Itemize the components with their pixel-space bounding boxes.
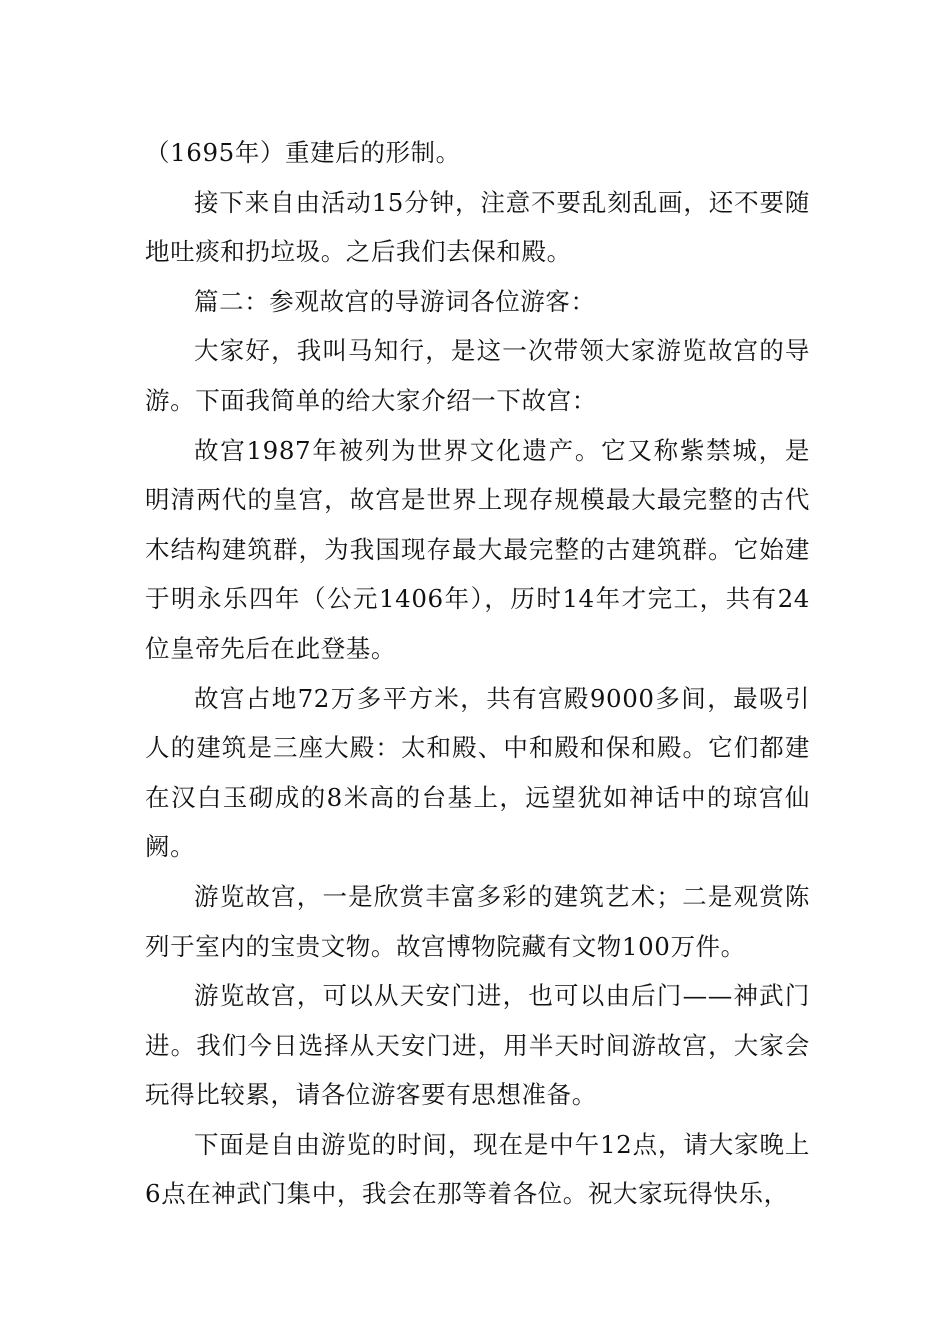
paragraph-entrance: 游览故宫，可以从天安门进，也可以由后门——神武门进。我们今日选择从天安门进，用半天时间游故宫，大家会玩得比较累，请各位游客要有思想准备。 bbox=[145, 981, 810, 1110]
document-body bbox=[145, 128, 810, 1219]
section-heading-part-two: 篇二：参观故宫的导游词各位游客： bbox=[194, 286, 596, 316]
paragraph-continuation: （1695年）重建后的形制。 bbox=[145, 138, 461, 167]
paragraph-free-time: 下面是自由游览的时间，现在是中午12点，请大家晚上6点在神武门集中，我会在那等着各位。祝大家玩得快乐， bbox=[145, 1129, 810, 1209]
paragraph-history: 故宫1987年被列为世界文化遗产。它又称紫禁城，是明清两代的皇宫，故宫是世界上现存规模最大最完整的古代木结构建筑群，为我国现存最大最完整的古建筑群。它始建于明永乐四年（公元1406年），历时14年才完工，共有24位皇帝先后在此登基。 bbox=[145, 435, 810, 663]
paragraph-greeting: 大家好，我叫马知行，是这一次带领大家游览故宫的导游。下面我简单的给大家介绍一下故宫： bbox=[145, 336, 810, 415]
paragraph-touring: 游览故宫，一是欣赏丰富多彩的建筑艺术；二是观赏陈列于室内的宝贵文物。故宫博物院藏有文物100万件。 bbox=[145, 881, 810, 961]
paragraph-free-activity: 接下来自由活动15分钟，注意不要乱刻乱画，还不要随地吐痰和扔垃圾。之后我们去保和殿。 bbox=[145, 187, 810, 267]
paragraph-halls: 故宫占地72万多平方米，共有宫殿9000多间，最吸引人的建筑是三座大殿：太和殿、中和殿和保和殿。它们都建在汉白玉砌成的8米高的台基上，远望犹如神话中的琼宫仙阙。 bbox=[145, 683, 810, 862]
